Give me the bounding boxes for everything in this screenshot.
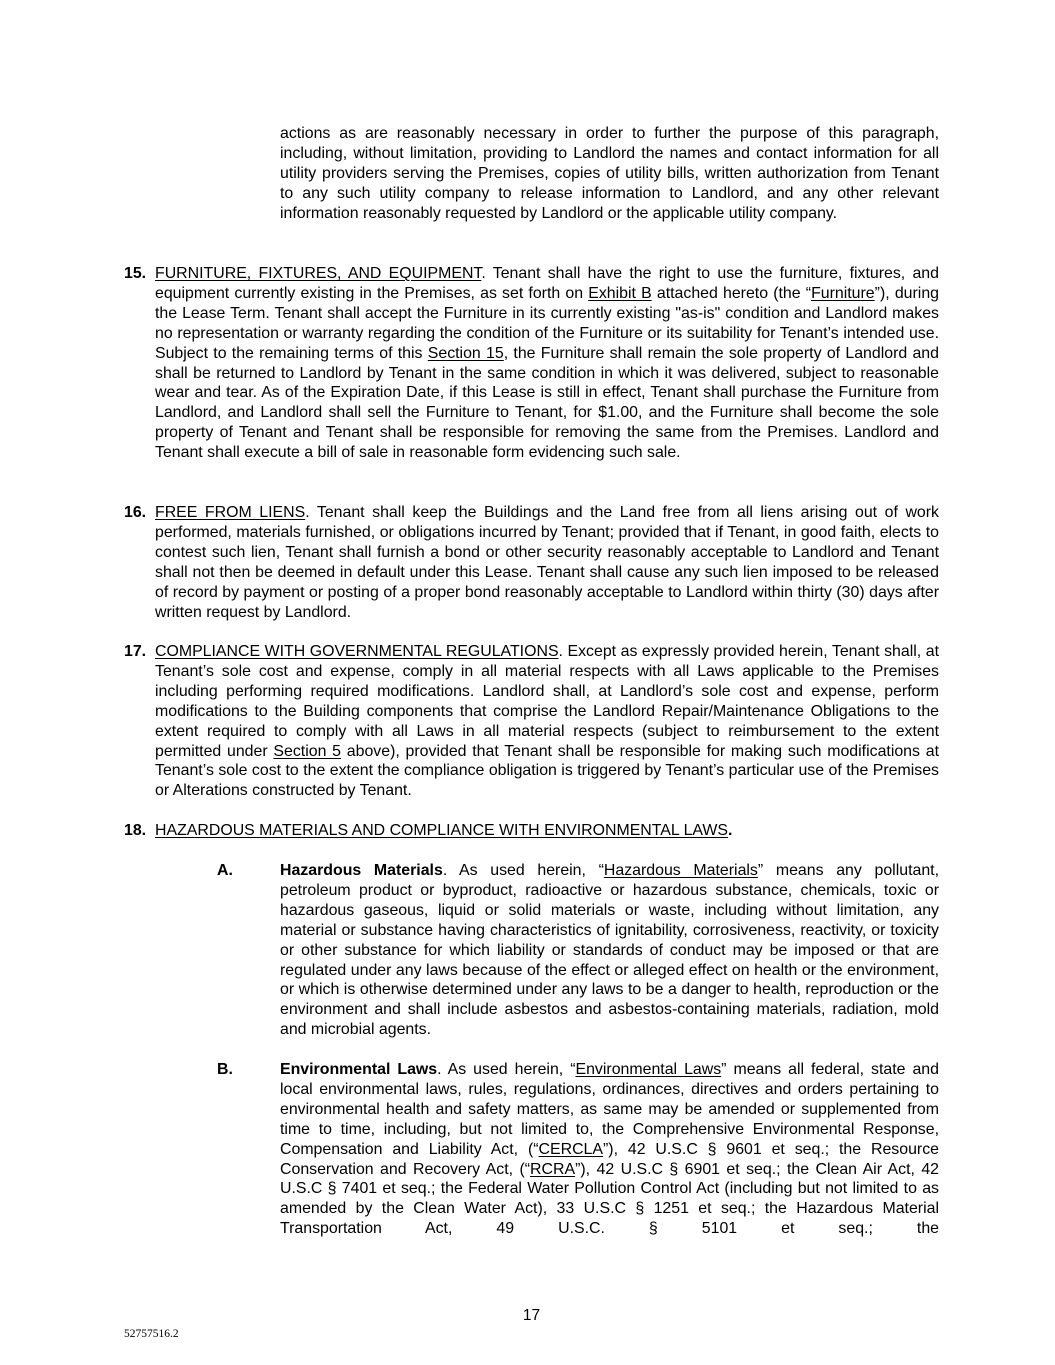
section-16-heading: FREE FROM LIENS	[155, 504, 306, 521]
subsection-b-paragraph: Environmental Laws. As used herein, “Environmental Laws” means all federal, state and local environmental laws, rules, regulations, ordinances, directives and orders pertaining to environmental health and safety matters, as same may be amended or supplemented from time to time, including, but not limited to, the Comprehensive Environmental Response, Compensation and Liability Act, (“CERCLA”), 42 U.S.C § 9601 et seq.; the Resource Conservation and Recovery Act, (“RCRA”), 42 U.S.C § 6901 et seq.; the Clean Air Act, 42 U.S.C § 7401 et seq.; the Federal Water Pollution Control Act (including but not limited to as amended by the Clean Water Act), 33 U.S.C § 1251 et seq.; the Hazardous Material Transportation Act, 49 U.S.C. § 5101 et seq.; the	[280, 1061, 940, 1238]
section-15-paragraph: FURNITURE, FIXTURES, AND EQUIPMENT. Tenant shall have the right to use the furniture, fixtures, and equipment currently existing in the Premises, as set forth on Exhibit B attached hereto (the “Furniture”), during the Lease Term. Tenant shall accept the Furniture in its currently existing "as-is" condition and Landlord makes no representation or warranty regarding the condition of the Furniture or its suitability for Tenant’s intended use. Subject to the remaining terms of this Section 15, the Furniture shall remain the sole property of Landlord and shall be returned to Landlord by Tenant in the same condition in which it was delivered, subject to reasonable wear and tear. As of the Expiration Date, if this Lease is still in effect, Tenant shall purchase the Furniture from Landlord, and Landlord shall sell the Furniture to Tenant, for $1.00, and the Furniture shall become the sole property of Tenant and Tenant shall be responsible for removing the same from the Premises. Landlord and Tenant shall execute a bill of sale in reasonable form evidencing such sale.	[155, 265, 939, 462]
section-15-number: 15.	[124, 265, 147, 282]
document-id: 52757516.2	[124, 1328, 179, 1340]
subsection-a-title: Hazardous Materials	[280, 862, 443, 879]
section-5-reference: Section 5	[273, 742, 342, 760]
subsection-b-title: Environmental Laws	[280, 1061, 438, 1078]
subsection-b-letter: B.	[217, 1061, 233, 1078]
section-15-heading: FURNITURE, FIXTURES, AND EQUIPMENT	[155, 265, 482, 282]
section-16-number: 16.	[124, 504, 147, 521]
furniture-defined-term: Furniture	[811, 284, 875, 302]
section-17-paragraph: COMPLIANCE WITH GOVERNMENTAL REGULATIONS. Except as expressly provided herein, Tenant shall, at Tenant’s sole cost and expense, comply in all material respects with all Laws applicable to the Premises including performing required modifications. Landlord shall, at Landlord’s sole cost and expense, perform modifications to the Building components that comprise the Landlord Repair/Maintenance Obligations to the extent required to comply with all Laws in all material respects (subject to reimbursement to the extent permitted under Section 5 above), provided that Tenant shall be responsible for making such modifications at Tenant’s sole cost to the extent the compliance obligation is triggered by Tenant’s particular use of the Premises or Alterations constructed by Tenant.	[155, 643, 939, 800]
exhibit-b-reference: Exhibit B	[588, 284, 652, 302]
section-18-heading: HAZARDOUS MATERIALS AND COMPLIANCE WITH ENVIRONMENTAL LAWS	[155, 822, 729, 839]
section-17-number: 17.	[124, 643, 147, 660]
intro-paragraph: actions as are reasonably necessary in order to further the purpose of this paragraph, including, without limitation, providing to Landlord the names and contact information for all utility providers serving the Premises, copies of utility bills, written authorization from Tenant to any such utility company to release information to Landlord, and any other relevant information reasonably requested by Landlord or the applicable utility company.	[280, 125, 939, 222]
subsection-a-paragraph: Hazardous Materials. As used herein, “Hazardous Materials” means any pollutant, petroleum product or byproduct, radioactive or hazardous substance, chemicals, toxic or hazardous gaseous, liquid or solid materials or waste, including without limitation, any material or substance having characteristics of ignitability, corrosiveness, reactivity, or toxicity or other substance for which liability or standards of conduct may be imposed or that are regulated under any laws because of the effect or alleged effect on health or the environment, or which is otherwise determined under any laws to be a danger to health, reproduction or the environment and shall include asbestos and asbestos-containing materials, radiation, mold and microbial agents.	[280, 862, 939, 1039]
section-17-heading: COMPLIANCE WITH GOVERNMENTAL REGULATIONS	[155, 643, 559, 660]
cercla-defined-term: CERCLA	[538, 1140, 603, 1158]
rcra-defined-term: RCRA	[530, 1160, 576, 1178]
section-18-number: 18.	[124, 822, 147, 839]
hazardous-materials-defined-term: Hazardous Materials	[603, 862, 758, 879]
section-15-reference: Section 15	[427, 344, 504, 362]
page-number: 17	[522, 1307, 541, 1324]
subsection-a-letter: A.	[217, 862, 233, 879]
section-16-paragraph: FREE FROM LIENS. Tenant shall keep the Buildings and the Land free from all liens arising out of work performed, materials furnished, or obligations incurred by Tenant; provided that if Tenant, in good faith, elects to contest such lien, Tenant shall furnish a bond or other security reasonably acceptable to Landlord and Tenant shall not then be deemed in default under this Lease. Tenant shall cause any such lien imposed to be released of record by payment or posting of a proper bond reasonably acceptable to Landlord within thirty (30) days after written request by Landlord.	[155, 504, 940, 621]
environmental-laws-defined-term: Environmental Laws	[575, 1061, 722, 1078]
section-18-heading-line: HAZARDOUS MATERIALS AND COMPLIANCE WITH ENVIRONMENTAL LAWS.	[155, 822, 733, 839]
